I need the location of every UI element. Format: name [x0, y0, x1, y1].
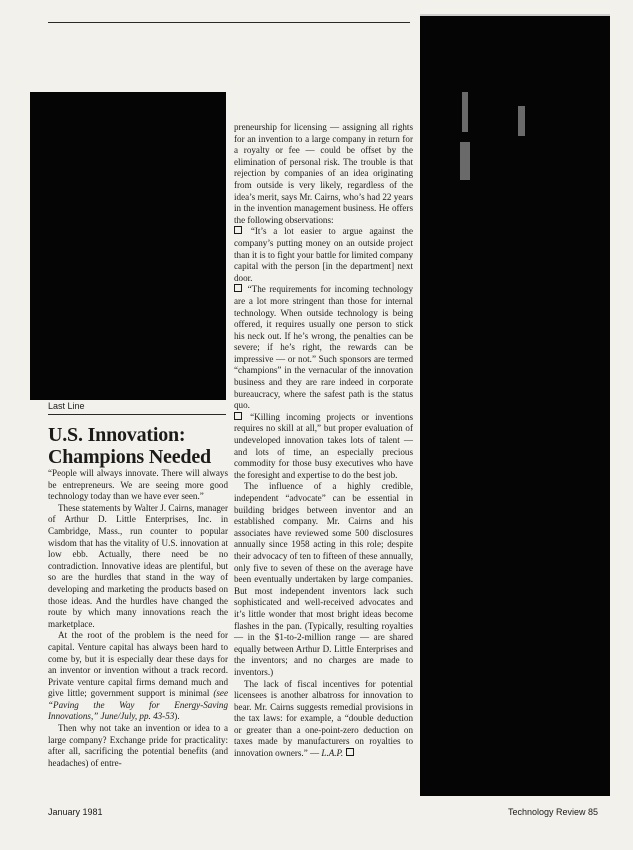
paragraph-text: The lack of fiscal incentives for potential licensees is another albatross for innovation to bear. Mr. Cairns suggests remedial provisions in the tax laws: for example, a “double deduction or greater than a one-point-zero deduction on taxes made by manufacturers on royalties to innovation owners.” —: [234, 678, 413, 759]
paragraph-text: ).: [174, 711, 180, 722]
checkbox-bullet-icon: [234, 226, 242, 234]
article-headline: U.S. Innovation: Champions Needed: [48, 424, 211, 468]
paragraph: Then why not take an invention or idea to a large company? Exchange pride for practicality: after all, sacrificing the potential benefits (and headaches) of entre-: [48, 723, 228, 768]
footer-publication: Technology Review 85: [507, 807, 598, 817]
article-column-1: [48, 468, 228, 769]
bullet-item: [234, 412, 413, 482]
section-rule: [48, 414, 226, 415]
bullet-text: “It’s a lot easier to argue against the company’s putting money on an outside project than it is to fight your battle for limited company capital with the person [in the department] next door.: [234, 226, 413, 283]
redacted-photo-panel: [420, 14, 610, 796]
author-initials: L.A.P.: [321, 748, 344, 759]
paragraph: [234, 679, 413, 760]
paragraph: The influence of a highly credible, independent “advocate” can be essential in building bridges between inventor and an established company. Mr. Cairns and his associates have reviewed some 500 disclosures annually since 1958 acting in this role; despite their advocacy of ten to fifteen of these annually, only five to seven of these on the average have been eventually undertaken by large companies. But most independent inventors lack such sophisticated and well-received advocates and it’s little wonder that most bright ideas become flashes in the pan. (Typically, resulting royalties — in the $1-to-2-million range — are shared equally between Arthur D. Little Enterprises and the inventors; and no charges are made to inventors.): [234, 481, 413, 677]
paragraph: These statements by Walter J. Cairns, manager of Arthur D. Little Enterprises, Inc. in Cambridge, Mass., run counter to popular wisdom that has the vitality of U.S. innovation at low ebb. Actually, there need be no contradiction. Innovative ideas are plentiful, but so are the hurdles that stand in the way of developing and marketing the products based on those ideas. And the hurdles have changed the route by which many innovations reach the marketplace.: [48, 502, 228, 629]
end-mark-icon: [346, 748, 354, 756]
checkbox-bullet-icon: [234, 412, 242, 420]
photo-artifact: [460, 142, 470, 180]
photo-frame-edge: [420, 14, 610, 16]
paragraph-text: (see: [213, 688, 228, 699]
bullet-text: “Killing incoming projects or inventions requires no skill at all,” but proper evaluation of undeveloped innovation takes lots of talent — and lots of time, an especially precious commodity for those busy executives who have the foresight and expertise to do the best job.: [234, 411, 413, 480]
paragraph: preneurship for licensing — assigning all rights for an invention to a large company in return for a royalty or fee — could be offset by the elimination of personal risk. The trouble is that rejection by companies of an idea originating from outside is very likely, regardless of the idea’s merit, says Mr. Cairns, who’s had 22 years in the invention management business. He offers the following observations:: [234, 122, 413, 225]
paragraph: “People will always innovate. There will always be entrepreneurs. We are seeing more good technology today than we have ever seen.”: [48, 468, 228, 502]
photo-artifact: [462, 92, 468, 132]
article-citation: “Paving the Way for Energy-Saving Innovations,” June/July, pp. 43-53: [48, 699, 228, 722]
article-column-2: [234, 122, 413, 760]
bullet-item: [234, 284, 413, 412]
bullet-item: [234, 226, 413, 284]
top-rule: [48, 22, 410, 23]
paragraph-text: At the root of the problem is the need for capital. Venture capital has always been hard to come by, but it is especially dear these days for an inventor or invention without a track record. Private venture capital firms demand much and give little; government support is minimal: [48, 630, 228, 699]
section-label: Last Line: [48, 401, 85, 411]
redacted-image-block: [30, 92, 226, 400]
photo-artifact: [518, 106, 525, 136]
footer-date: January 1981: [48, 807, 103, 817]
paragraph: [48, 630, 228, 723]
bullet-text: “The requirements for incoming technology are a lot more stringent than those for internal technology. When outside technology is being offered, it requires usually one person to stick his neck out. If he’s wrong, the penalties can be severe; if he’s right, the rewards can be impressive — or not.” Such sponsors are termed “champions” in the vernacular of the innovation business and they are rare indeed in corporate bureaucracy, where the safest path is the status quo.: [234, 284, 413, 411]
checkbox-bullet-icon: [234, 284, 242, 292]
